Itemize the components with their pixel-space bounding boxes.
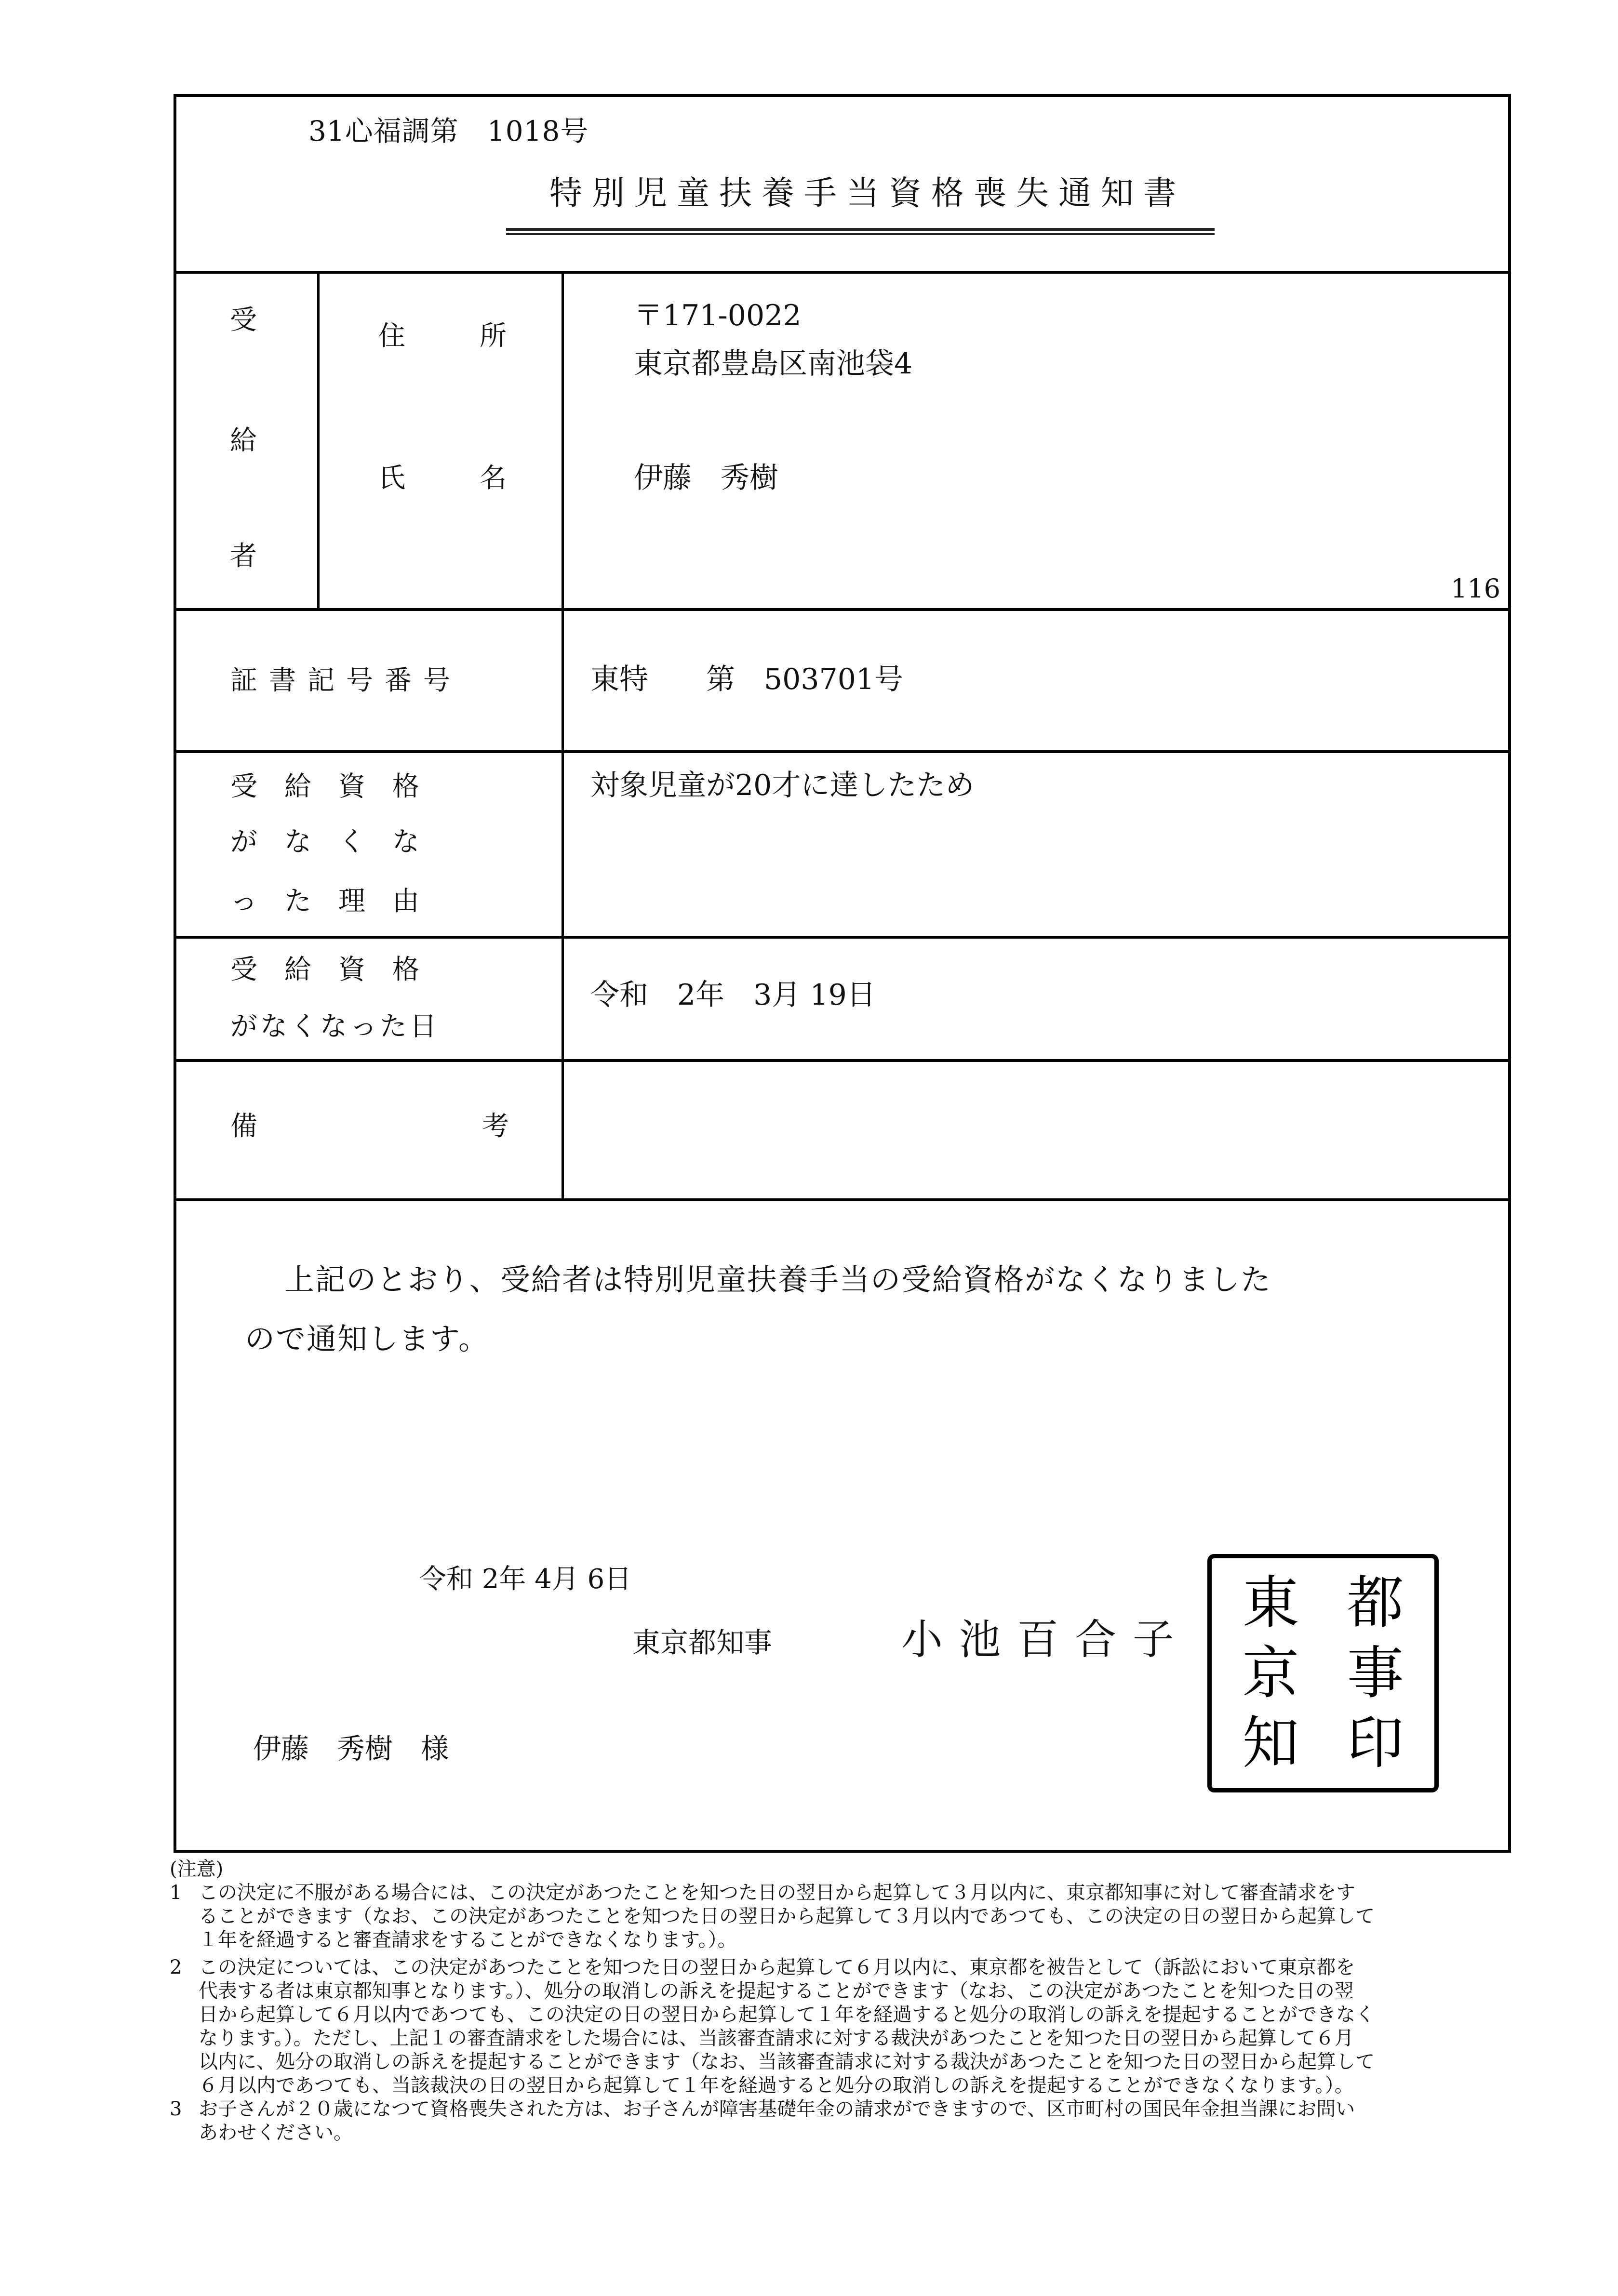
note-item-1 bbox=[170, 1881, 1543, 1952]
title-underline-bottom bbox=[506, 233, 1215, 235]
stamp-char: 都 bbox=[1347, 1569, 1404, 1636]
note-line: なります。）。ただし、上記１の審査請求をした場合には、当該審査請求に対する裁決があつたことを知つた日の翌日から起算して６月 bbox=[199, 2027, 1354, 2049]
note-line: 日から起算して６月以内であつても、この決定の日の翌日から起算して１年を経過すると処分の取消しの訴えを提起することができなく bbox=[199, 2004, 1375, 2026]
note-item-3 bbox=[170, 2097, 1543, 2145]
note-number: 2 bbox=[170, 1956, 182, 1978]
recipient-label-char-2: 給 bbox=[230, 425, 257, 456]
remarks-label-char-1: 備 bbox=[230, 1111, 257, 1142]
row-divider-recipient bbox=[174, 608, 1511, 611]
recipient-address: 東京都豊島区南池袋4 bbox=[634, 347, 913, 381]
certificate-label: 証書記号番号 bbox=[230, 665, 462, 696]
stamp-char: 京 bbox=[1242, 1639, 1299, 1706]
loss-date-label-line-1: 受 給 資 格 bbox=[230, 954, 419, 985]
note-line: お子さんが２０歳になつて資格喪失された方は、お子さんが障害基礎年金の請求ができますので、区市町村の国民年金担当課にお問い bbox=[199, 2098, 1355, 2120]
title-underline-top bbox=[506, 228, 1215, 231]
row-divider-reason bbox=[174, 936, 1511, 939]
page-code: 116 bbox=[1451, 573, 1501, 604]
note-line: この決定に不服がある場合には、この決定があつたことを知つた日の翌日から起算して３月以内に、東京都知事に対して審査請求をす bbox=[199, 1882, 1355, 1904]
document-title: 特別児童扶養手当資格喪失通知書 bbox=[549, 174, 1186, 212]
recipient-name: 伊藤 秀樹 bbox=[634, 461, 778, 495]
issuer-title: 東京都知事 bbox=[632, 1626, 773, 1659]
row-divider-remarks bbox=[174, 1198, 1511, 1201]
col-divider-recipient-group bbox=[317, 272, 320, 610]
note-line: あわせください。 bbox=[199, 2122, 353, 2144]
reason-value: 対象児童が20才に達したため bbox=[590, 769, 975, 802]
official-seal-stamp bbox=[1207, 1554, 1439, 1792]
note-line: この決定については、この決定があつたことを知つた日の翌日から起算して６月以内に、東京都を被告として（訴訟において東京都を bbox=[199, 1956, 1355, 1978]
loss-date-label-line-2: がなくなった日 bbox=[230, 1011, 440, 1042]
stamp-char: 知 bbox=[1242, 1710, 1299, 1777]
stamp-char: 印 bbox=[1347, 1710, 1404, 1777]
address-label-char-1: 住 bbox=[378, 320, 405, 352]
reason-label-line-1: 受 給 資 格 bbox=[230, 771, 419, 802]
note-line: 代表する者は東京都知事となります。）、処分の取消しの訴えを提起することができます（なお、この決定があつたことを知つた日の翌 bbox=[199, 1980, 1354, 2002]
remarks-label-char-2: 考 bbox=[482, 1111, 509, 1142]
row-divider-header bbox=[174, 271, 1511, 274]
certificate-number: 東特 第 503701号 bbox=[590, 663, 904, 696]
name-label-char-2: 名 bbox=[480, 463, 507, 494]
note-line: 以内に、処分の取消しの訴えを提起することができます（なお、当該審査請求に対する裁決があつたことを知つた日の翌日から起算して bbox=[199, 2051, 1375, 2073]
note-line: ることができます（なお、この決定があつたことを知つた日の翌日から起算して３月以内であつても、この決定の日の翌日から起算して bbox=[199, 1905, 1375, 1927]
statement-line-1: 上記のとおり、受給者は特別児童扶養手当の受給資格がなくなりました bbox=[284, 1262, 1272, 1297]
note-line: １年を経過すると審査請求をすることができなくなります。）。 bbox=[199, 1929, 737, 1951]
row-divider-loss-date bbox=[174, 1059, 1511, 1062]
note-number: 1 bbox=[170, 1882, 182, 1904]
note-line: ６月以内であつても、当該裁決の日の翌日から起算して１年を経過すると処分の取消しの訴えを提起することができなくなります。）。 bbox=[199, 2074, 1354, 2097]
reference-number: 31心福調第 1018号 bbox=[308, 115, 589, 147]
stamp-char: 事 bbox=[1347, 1639, 1404, 1706]
address-label-char-2: 所 bbox=[480, 320, 507, 352]
col-divider-label-value bbox=[562, 272, 564, 1200]
name-label-char-1: 氏 bbox=[378, 463, 405, 494]
recipient-label-char-1: 受 bbox=[230, 305, 257, 336]
reason-label-line-2: が な く な bbox=[230, 826, 419, 858]
reason-label-line-3: っ た 理 由 bbox=[230, 886, 419, 917]
note-number: 3 bbox=[170, 2098, 182, 2120]
notes-section bbox=[170, 1858, 1543, 2145]
recipient-label-char-3: 者 bbox=[230, 541, 257, 572]
issue-date: 令和 2年 4月 6日 bbox=[419, 1564, 632, 1595]
row-divider-certificate bbox=[174, 750, 1511, 753]
addressee: 伊藤 秀樹 様 bbox=[253, 1732, 449, 1765]
postal-code: 〒171-0022 bbox=[634, 299, 802, 332]
issuer-name: 小池百合子 bbox=[901, 1616, 1190, 1664]
stamp-char: 東 bbox=[1242, 1569, 1299, 1636]
notes-heading: (注意) bbox=[170, 1858, 224, 1880]
note-item-2 bbox=[170, 1956, 1543, 2097]
loss-date-value: 令和 2年 3月 19日 bbox=[590, 978, 876, 1012]
statement-line-2: ので通知します。 bbox=[245, 1321, 490, 1356]
